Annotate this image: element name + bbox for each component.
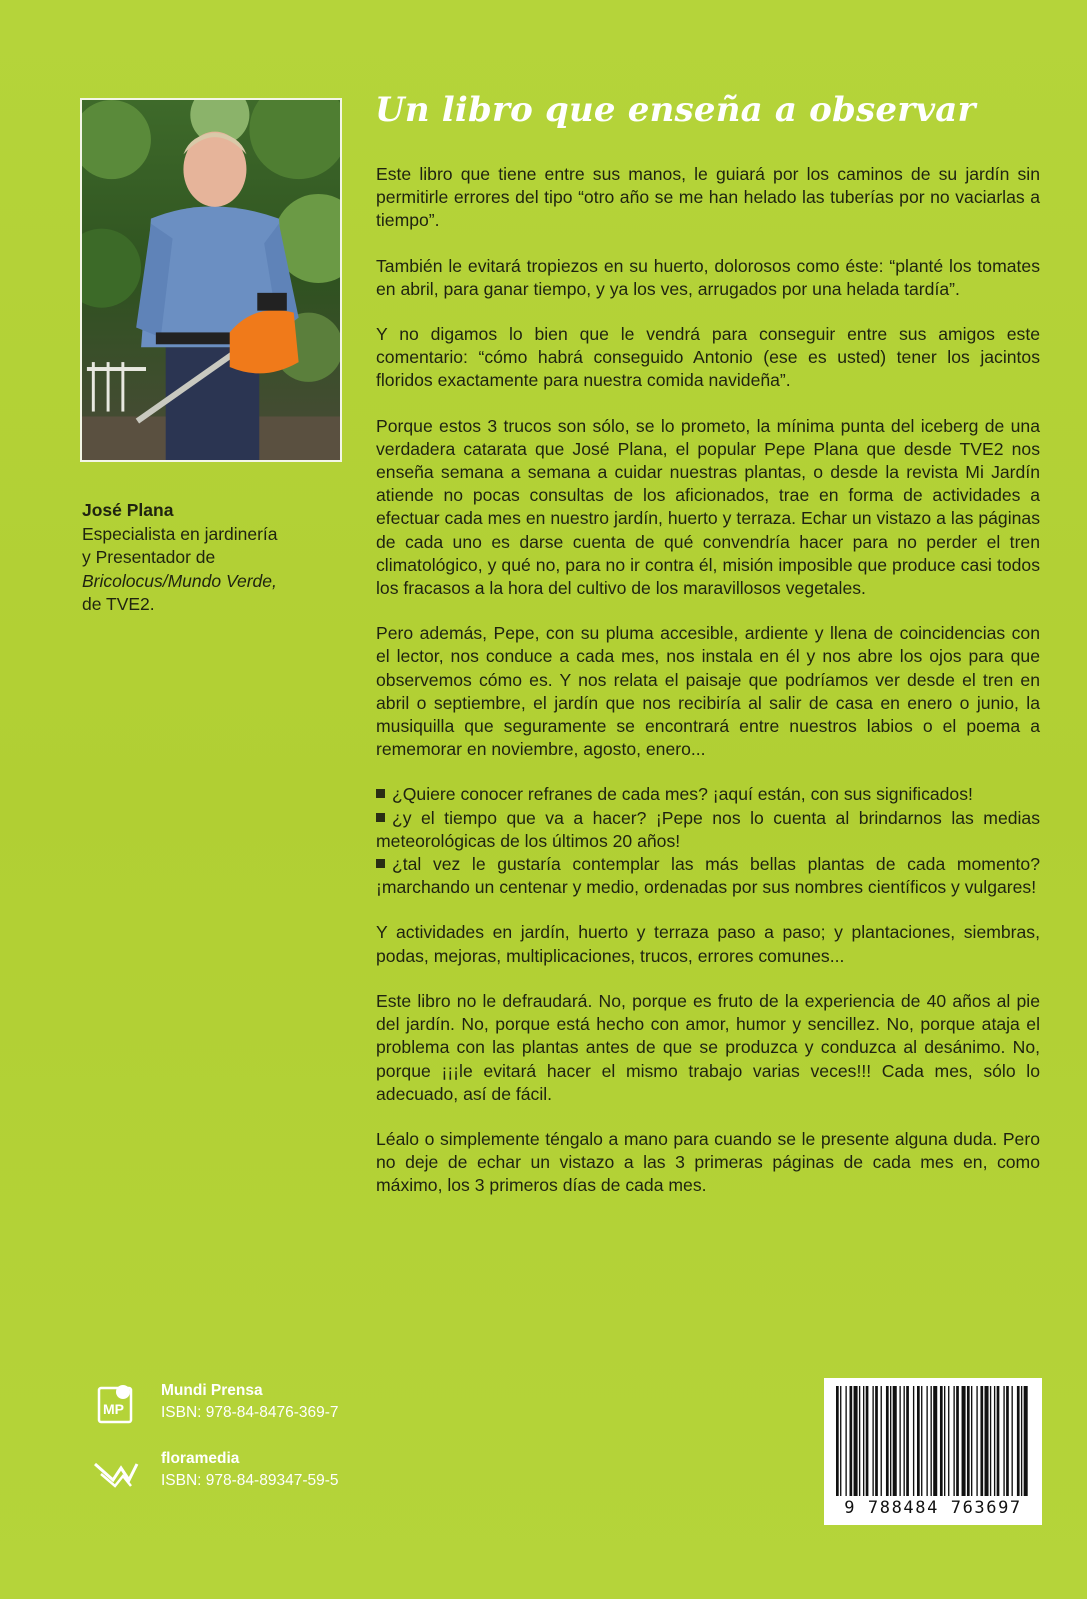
barcode-bar [872,1386,873,1496]
square-bullet-icon [376,789,385,798]
barcode-bar [1017,1386,1020,1496]
paragraph: Pero además, Pepe, con su pluma accesible, ardiente y llena de coincidencias con el lector, nos conduce a cada mes, nos instala en él y nos abre los ojos para que observemos cómo es. Y nos relata el paisaje que podríamos ver desde el tren en abril o septiembre, el jardín que nos recibiría al salir de casa en enero o junio, la musiquilla que seguramente se encontrará entre nuestros labios o el poema a rememorar en noviembre, agosto, enero... [376,623,1040,760]
barcode-bar [886,1386,889,1496]
barcode-bar [971,1386,972,1496]
barcode-bar [948,1386,949,1496]
publisher-name: floramedia [161,1450,240,1467]
barcode-bar [980,1386,983,1496]
paragraph: También le evitará tropiezos en su huerto, dolorosos como éste: “planté los tomates en abril, para ganar tiempo, y ya los ves, arrugados por una helada tardía”. [376,255,1040,299]
author-role-2: y Presentador de [82,547,216,567]
author-role: Especialista en jardinería [82,523,278,544]
barcode-bar [875,1386,878,1496]
barcode-bar [893,1386,897,1496]
barcode-bar [990,1386,991,1496]
mundi-prensa-logo-icon [93,1382,139,1428]
paragraph: Léalo o simplemente téngalo a mano para cuando se le presente alguna duda. Pero no deje de echar un vistazo a las 3 primeras páginas de cada mes en, como máximo, los 3 primeros días de cada mes. [376,1128,1040,1196]
author-photo [80,98,342,462]
barcode-bar [976,1386,977,1496]
paragraph: Porque estos 3 trucos son sólo, se lo prometo, la mínima punta del iceberg de una verdadera catarata que José Plana, el popular Pepe Plana que desde TVE2 nos enseña semana a semana a cuidar nuestras plantas, o desde la revista Mi Jardín atiende no pocas consultas de los aficionados, trae en forma de actividades a efectuar cada mes en nuestro jardín, huerto y terraza. Echar un vistazo a las páginas de cada uno es darse cuenta de qué convendría hacer para no perder el tren climatológico, y qué no, para no ir contra él, misión imposible que produce casi todos los fracasos a la hora del cultivo de los maravillosos vegetales. [376,415,1040,599]
feature-list [376,783,1040,899]
barcode-bar [956,1386,959,1496]
paragraph: Este libro no le defraudará. No, porque es fruto de la experiencia de 40 años al pie del jardín. No, porque está hecho con amor, humor y sencillez. No, porque ataja el problema con las plantas antes de que se produzca y conduzca al desánimo. No, porque ¡¡¡le evitará hacer el mismo trabajo varias veces!!! Cada mes, sólo lo adecuado, así de fácil. [376,990,1040,1104]
square-bullet-icon [376,859,385,868]
barcode-bar [1024,1386,1028,1496]
square-bullet-icon [376,813,385,822]
paragraph: Y no digamos lo bien que le vendrá para conseguir entre sus amigos este comentario: “cómo habrá conseguido Antonio (ese es usted) tener los jacintos floridos exactamente para nuestra comida navideña”. [376,324,1040,391]
barcode-bars [832,1386,1034,1496]
barcode-bar [881,1386,882,1496]
floramedia-logo-icon [93,1450,139,1496]
paragraph: Este libro que tiene entre sus manos, le guiará por los caminos de su jardín sin permitirle errores del tipo “otro año se me han helado las tuberías por no vaciarlas a tiempo”. [376,164,1040,231]
publisher-name: Mundi Prensa [161,1382,263,1399]
barcode-bar [967,1386,970,1496]
barcode-bar [940,1386,943,1496]
barcode-bar [1021,1386,1022,1496]
barcode-bar [997,1386,1000,1496]
barcode-bar [854,1386,858,1496]
barcode-bar [836,1386,839,1496]
barcode-bar [859,1386,860,1496]
barcode-digits: 9 788484 763697 [844,1498,1022,1518]
barcode-bar [931,1386,932,1496]
barcode-bar [921,1386,922,1496]
isbn: ISBN: 978-84-8476-369-7 [161,1404,339,1421]
barcode-bar [994,1386,995,1496]
barcode-bar [913,1386,914,1496]
list-item: ¿y el tiempo que va a hacer? ¡Pepe nos lo cuenta al brindarnos las medias meteorológicas de los últimos 20 años! [376,807,1040,851]
publisher-floramedia [93,1450,373,1506]
barcode-bar [866,1386,869,1496]
author-caption [82,499,332,617]
barcode-bar [904,1386,905,1496]
svg-text:MP: MP [103,1401,124,1417]
barcode-bar [899,1386,900,1496]
paragraph: Y actividades en jardín, huerto y terraza paso a paso; y plantaciones, siembras, podas, mejoras, multiplicaciones, trucos, errores comunes... [376,922,1040,966]
barcode-bar [906,1386,909,1496]
isbn-barcode [824,1378,1042,1525]
barcode-bar [926,1386,927,1496]
blurb [376,163,1040,1220]
barcode-bar [850,1386,853,1496]
barcode-bar [1003,1386,1004,1496]
author-channel: de TVE2. [82,594,155,614]
cover-heading: Un libro que enseña a observar [375,90,976,130]
barcode-bar [962,1386,966,1496]
barcode-bar [1006,1386,1009,1496]
barcode-bar [890,1386,891,1496]
barcode-bar [985,1386,989,1496]
list-item: ¿Quiere conocer refranes de cada mes? ¡aquí están, con sus significados! [376,783,1040,806]
barcode-bar [1012,1386,1013,1496]
barcode-bar [933,1386,937,1496]
barcode-bar [917,1386,920,1496]
author-name: José Plana [82,500,174,520]
author-program: Bricolocus/Mundo Verde, [82,570,277,591]
barcode-bar [845,1386,846,1496]
publisher-mundi-prensa [93,1382,373,1438]
barcode-bar [863,1386,864,1496]
barcode-bar [953,1386,954,1496]
isbn: ISBN: 978-84-89347-59-5 [161,1472,339,1489]
list-item: ¿tal vez le gustaría contemplar las más bellas plantas de cada momento? ¡marchando un centenar y medio, ordenadas por sus nombres científicos y vulgares! [376,854,1040,898]
author-photo-image [82,100,340,460]
barcode-bar [840,1386,841,1496]
barcode-bar [944,1386,945,1496]
